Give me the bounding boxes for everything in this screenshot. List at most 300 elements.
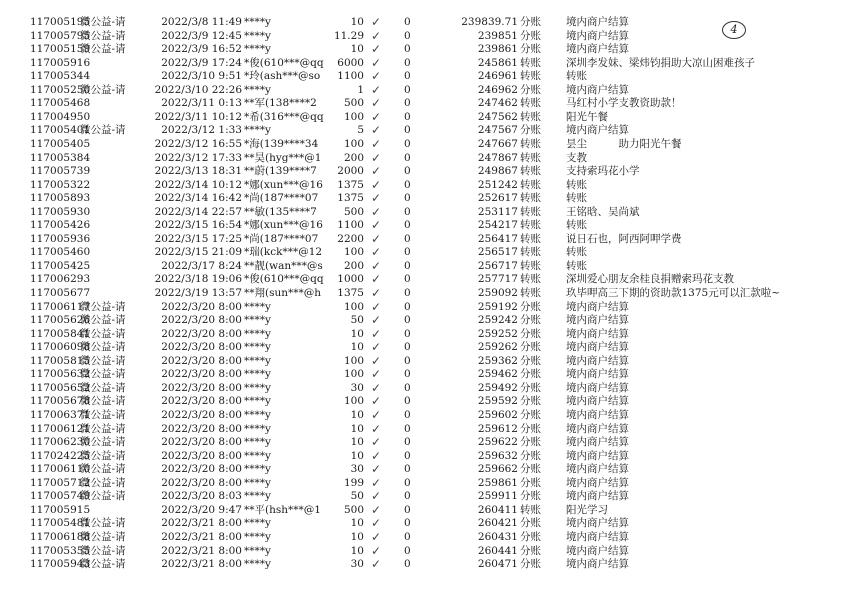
datetime: 2022/3/15 17:25 [154,232,242,245]
check-mark: ✓ [370,462,382,477]
ledger-row [0,517,860,530]
ledger-row [0,43,860,56]
balance: 259861 [477,476,518,489]
payer-name: ****y [244,354,271,367]
zero-value: 0 [404,97,411,110]
check-mark: ✓ [370,69,382,84]
transaction-type: 转账 [520,137,541,150]
datetime: 2022/3/10 22:26 [154,83,242,96]
description: 境内商户结算 [566,436,629,449]
transaction-type: 分账 [520,436,541,449]
datetime: 2022/3/20 8:00 [161,409,242,421]
description: 转账 [566,219,587,232]
zero-value: 0 [404,327,411,340]
check-mark: ✓ [370,299,382,314]
transaction-type: 分账 [520,409,541,421]
payer-name: *尚(187****07 [244,232,319,245]
transaction-id: 117006371 [30,409,91,421]
check-mark: ✓ [370,448,382,463]
zero-value: 0 [404,165,411,178]
datetime: 2022/3/20 8:00 [161,395,242,408]
description: 深圳李发妹、梁炜钧捐助大凉山困难孩子 [566,56,755,69]
datetime: 2022/3/12 17:33 [154,151,242,164]
ledger-row [0,382,860,395]
channel: 微公益-请 [80,476,126,489]
description: 转账 [566,192,587,205]
check-mark: ✓ [370,82,382,97]
check-mark: ✓ [370,28,382,43]
amount: 10 [350,449,364,462]
transaction-id: 117005915 [30,503,91,516]
transaction-id: 117006121 [30,422,91,435]
transaction-type: 分账 [520,327,541,340]
amount: 200 [343,151,364,164]
zero-value: 0 [404,124,411,137]
description: 王铭晗、吴尚斌 [566,205,640,218]
transaction-type: 分账 [520,517,541,530]
balance: 259092 [477,287,518,299]
transaction-type: 分账 [520,368,541,381]
zero-value: 0 [404,70,411,83]
transaction-type: 分账 [520,124,541,137]
channel: 微公益-请 [80,395,126,408]
zero-value: 0 [404,232,411,245]
ledger-row [0,477,860,490]
channel [80,57,130,70]
amount: 30 [350,463,364,476]
transaction-type: 转账 [520,165,541,178]
payer-name: *俊(610***@qq [244,273,324,286]
ledger-row [0,423,860,436]
ledger-row [0,490,860,503]
zero-value: 0 [404,314,411,327]
payer-name: **翔(sun***@h [244,287,322,299]
ledger-row [0,165,860,178]
description: 境内商户结算 [566,476,629,489]
zero-value: 0 [404,137,411,150]
transaction-type: 分账 [520,544,541,557]
ledger-row [0,70,860,83]
transaction-type: 分账 [520,314,541,327]
datetime: 2022/3/8 11:49 [161,16,242,28]
balance: 259662 [477,463,518,476]
description: 转账 [566,178,587,191]
zero-value: 0 [404,287,411,299]
zero-value: 0 [404,83,411,96]
transaction-id: 117005481 [30,517,91,530]
transaction-type: 分账 [520,490,541,503]
transaction-type: 转账 [520,205,541,218]
payer-name: ****y [244,517,271,530]
ledger-row [0,395,860,408]
zero-value: 0 [404,517,411,530]
channel: 微公益-请 [80,409,126,421]
check-mark: ✓ [370,204,382,219]
datetime: 2022/3/9 16:52 [161,43,242,56]
zero-value: 0 [404,354,411,367]
transaction-type: 转账 [520,219,541,232]
transaction-id: 117005815 [30,354,91,367]
datetime: 2022/3/21 8:00 [161,530,242,543]
transaction-type: 转账 [520,273,541,286]
ledger-row [0,341,860,354]
channel [80,504,130,517]
description: 境内商户结算 [566,544,629,557]
transaction-type: 分账 [520,463,541,476]
balance: 260431 [477,530,518,543]
zero-value: 0 [404,16,411,28]
amount: 10 [350,43,364,56]
payer-name: ****y [244,449,271,462]
transaction-type: 分账 [520,29,541,42]
transaction-id: 117005712 [30,476,91,489]
datetime: 2022/3/14 22:57 [154,205,242,218]
balance: 246961 [477,70,518,83]
channel [80,111,130,124]
check-mark: ✓ [370,516,382,531]
balance: 259632 [477,449,518,462]
check-mark: ✓ [370,543,382,558]
balance: 259362 [477,354,518,367]
payer-name: *娜(xun***@16 [244,178,323,191]
channel [80,179,130,192]
datetime: 2022/3/21 8:00 [161,517,242,530]
transaction-type: 分账 [520,530,541,543]
balance: 254217 [477,219,518,232]
payer-name: *尚(187****07 [244,192,319,205]
check-mark: ✓ [370,258,382,273]
transaction-type: 分账 [520,381,541,394]
amount: 100 [343,246,364,259]
ledger-row [0,301,860,314]
payer-name: ****y [244,436,271,449]
zero-value: 0 [404,273,411,286]
datetime: 2022/3/21 8:00 [161,544,242,557]
ledger-row [0,287,860,300]
amount: 1375 [337,192,364,205]
ledger-row [0,558,860,571]
payer-name: *海(139****34 [244,137,319,150]
transaction-id: 117005626 [30,314,91,327]
ledger-row [0,504,860,517]
transaction-type: 转账 [520,70,541,83]
datetime: 2022/3/20 8:00 [161,381,242,394]
zero-value: 0 [404,246,411,259]
balance: 239861 [477,43,518,56]
transaction-id: 117005677 [30,287,91,299]
ledger-row [0,124,860,137]
ledger-row [0,355,860,368]
datetime: 2022/3/20 8:00 [161,436,242,449]
transaction-type: 分账 [520,558,541,570]
ledger-row [0,463,860,476]
ledger-row [0,57,860,70]
check-mark: ✓ [370,557,382,571]
transaction-id: 117006230 [30,436,91,449]
balance: 259192 [477,300,518,313]
zero-value: 0 [404,259,411,272]
amount: 10 [350,544,364,557]
transaction-id: 117006117 [30,300,91,313]
datetime: 2022/3/20 8:00 [161,354,242,367]
description: 昙尘 助力阳光午餐 [566,137,682,150]
check-mark: ✓ [370,421,382,436]
payer-name: ****y [244,29,271,42]
ledger-row [0,273,860,286]
description: 说日石也，阿西阿呷学费 [566,232,682,245]
balance: 239851 [477,29,518,42]
check-mark: ✓ [370,326,382,341]
channel [80,246,130,259]
amount: 10 [350,517,364,530]
datetime: 2022/3/13 18:31 [154,165,242,178]
transaction-id: 117005739 [30,165,91,178]
description: 境内商户结算 [566,490,629,503]
zero-value: 0 [404,368,411,381]
check-mark: ✓ [370,109,382,124]
transaction-type: 分账 [520,341,541,354]
channel: 微公益-请 [80,530,126,543]
transaction-id: 117006098 [30,341,91,354]
balance: 246962 [477,83,518,96]
balance: 260421 [477,517,518,530]
balance: 247462 [477,97,518,110]
transaction-type: 分账 [520,422,541,435]
transaction-id: 117006293 [30,273,91,286]
transaction-type: 分账 [520,83,541,96]
ledger-row [0,219,860,232]
check-mark: ✓ [370,286,382,300]
check-mark: ✓ [370,191,382,206]
payer-name: ****y [244,409,271,421]
channel [80,206,130,219]
datetime: 2022/3/14 10:12 [154,178,242,191]
transaction-id: 117005401 [30,124,91,137]
zero-value: 0 [404,558,411,570]
payer-name: ****y [244,530,271,543]
transaction-id: 117005405 [30,137,91,150]
channel [80,273,130,286]
check-mark: ✓ [370,42,382,57]
transaction-type: 转账 [520,110,541,123]
channel: 微公益-请 [80,449,126,462]
channel: 微公益-请 [80,558,126,570]
transaction-type: 分账 [520,395,541,408]
channel [80,97,130,110]
check-mark: ✓ [370,529,382,544]
description: 境内商户结算 [566,395,629,408]
description: 境内商户结算 [566,463,629,476]
balance: 245861 [477,56,518,69]
transaction-id: 117005426 [30,219,91,232]
check-mark: ✓ [370,55,382,70]
transaction-id: 117004950 [30,110,91,123]
transaction-id: 117005893 [30,192,91,205]
check-mark: ✓ [370,489,382,504]
description: 转账 [566,246,587,259]
transaction-id: 117005344 [30,70,91,83]
datetime: 2022/3/20 8:00 [161,300,242,313]
ledger-row [0,531,860,544]
payer-name: ****y [244,463,271,476]
zero-value: 0 [404,544,411,557]
channel: 微公益-请 [80,422,126,435]
amount: 1000 [337,273,364,286]
payer-name: **蔚(139****7 [244,165,317,178]
ledger-row [0,84,860,97]
zero-value: 0 [404,341,411,354]
datetime: 2022/3/9 17:24 [161,56,242,69]
amount: 100 [343,137,364,150]
ledger-row [0,545,860,558]
amount: 1 [357,83,364,96]
check-mark: ✓ [370,136,382,151]
check-mark: ✓ [370,272,382,287]
balance: 259602 [477,409,518,421]
channel [80,152,130,165]
description: 转账 [566,259,587,272]
check-mark: ✓ [370,177,382,192]
zero-value: 0 [404,56,411,69]
zero-value: 0 [404,409,411,421]
channel [80,70,130,83]
transaction-id: 117005749 [30,490,91,503]
transaction-id: 117005322 [30,178,91,191]
description: 境内商户结算 [566,517,629,530]
payer-name: ****y [244,544,271,557]
zero-value: 0 [404,381,411,394]
ledger-row [0,436,860,449]
balance: 253117 [477,205,518,218]
description: 阳光学习 [566,503,608,516]
transaction-type: 转账 [520,56,541,69]
amount: 10 [350,327,364,340]
datetime: 2022/3/20 8:03 [161,490,242,503]
amount: 199 [343,476,364,489]
datetime: 2022/3/20 8:00 [161,463,242,476]
amount: 10 [350,341,364,354]
balance: 260441 [477,544,518,557]
zero-value: 0 [404,178,411,191]
ledger-row [0,246,860,259]
balance: 247667 [477,137,518,150]
channel: 微公益-请 [80,300,126,313]
ledger-row [0,179,860,192]
transaction-id: 117005943 [30,558,91,570]
ledger-row [0,368,860,381]
check-mark: ✓ [370,435,382,450]
balance: 239839.71 [461,16,518,28]
amount: 500 [343,97,364,110]
channel: 微公益-请 [80,314,126,327]
datetime: 2022/3/20 9:47 [161,503,242,516]
channel: 微公益-请 [80,463,126,476]
datetime: 2022/3/14 16:42 [154,192,242,205]
payer-name: *俊(610***@qq [244,56,324,69]
check-mark: ✓ [370,340,382,355]
channel: 微公益-请 [80,16,126,28]
amount: 1100 [337,70,364,83]
amount: 100 [343,110,364,123]
payer-name: **军(138****2 [244,97,317,110]
balance: 259492 [477,381,518,394]
balance: 249867 [477,165,518,178]
balance: 259592 [477,395,518,408]
amount: 10 [350,422,364,435]
datetime: 2022/3/17 8:24 [161,259,242,272]
balance: 259242 [477,314,518,327]
description: 境内商户结算 [566,341,629,354]
payer-name: **平(hsh***@1 [244,503,321,516]
transaction-id: 117005632 [30,368,91,381]
zero-value: 0 [404,110,411,123]
payer-name: ****y [244,124,271,137]
description: 境内商户结算 [566,124,629,137]
transaction-type: 分账 [520,16,541,28]
zero-value: 0 [404,449,411,462]
zero-value: 0 [404,219,411,232]
balance: 252617 [477,192,518,205]
payer-name: ****y [244,490,271,503]
channel: 微公益-请 [80,517,126,530]
transaction-type: 转账 [520,97,541,110]
description: 境内商户结算 [566,422,629,435]
amount: 10 [350,530,364,543]
balance: 247567 [477,124,518,137]
transaction-id: 117005460 [30,246,91,259]
description: 转账 [566,70,587,83]
ledger-row [0,97,860,110]
zero-value: 0 [404,151,411,164]
description: 支教 [566,151,587,164]
ledger-row [0,206,860,219]
datetime: 2022/3/9 12:45 [161,29,242,42]
balance: 247562 [477,110,518,123]
zero-value: 0 [404,436,411,449]
description: 深圳爱心朋友余桂良捐赠索玛花支教 [566,273,734,286]
description: 境内商户结算 [566,83,629,96]
description: 境内商户结算 [566,327,629,340]
channel: 微公益-请 [80,381,126,394]
description: 境内商户结算 [566,300,629,313]
ledger-row [0,328,860,341]
channel: 微公益-请 [80,341,126,354]
balance: 251242 [477,178,518,191]
ledger-row [0,233,860,246]
transaction-id: 117005678 [30,395,91,408]
transaction-type: 分账 [520,449,541,462]
zero-value: 0 [404,29,411,42]
payer-name: **昊(hyg***@1 [244,151,322,164]
payer-name: ****y [244,341,271,354]
transaction-id: 117005916 [30,56,91,69]
check-mark: ✓ [370,231,382,246]
datetime: 2022/3/18 19:06 [154,273,242,286]
zero-value: 0 [404,43,411,56]
amount: 100 [343,300,364,313]
payer-name: ****y [244,43,271,56]
ledger-row [0,138,860,151]
payer-name: ****y [244,368,271,381]
amount: 10 [350,436,364,449]
channel [80,233,130,246]
ledger-row [0,16,860,29]
check-mark: ✓ [370,408,382,422]
datetime: 2022/3/20 8:00 [161,314,242,327]
zero-value: 0 [404,395,411,408]
check-mark: ✓ [370,218,382,233]
zero-value: 0 [404,422,411,435]
